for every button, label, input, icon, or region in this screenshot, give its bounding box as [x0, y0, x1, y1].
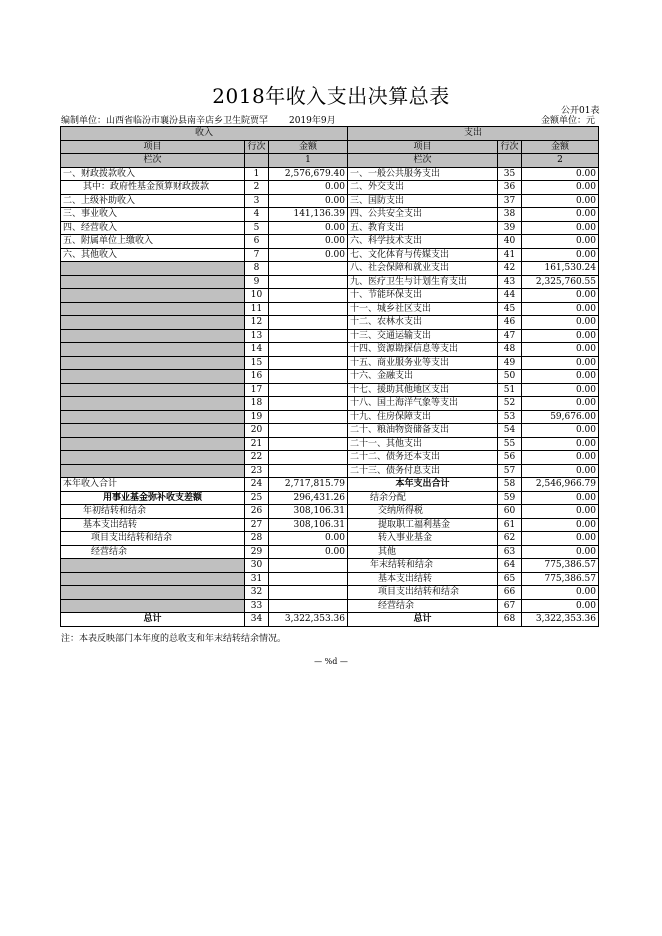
expense-row-no: 38 — [498, 208, 522, 222]
income-row-no: 32 — [245, 586, 269, 600]
expense-amount: 0.00 — [522, 329, 599, 343]
expense-item: 交纳所得税 — [348, 505, 498, 519]
income-item — [61, 424, 245, 438]
income-item: 六、其他收入 — [61, 248, 245, 262]
expense-amount: 0.00 — [522, 586, 599, 600]
income-item — [61, 343, 245, 357]
expense-amount: 0.00 — [522, 316, 599, 330]
income-row-no: 5 — [245, 221, 269, 235]
expense-item-header: 项目 — [348, 140, 498, 154]
expense-item: 十九、住房保障支出 — [348, 410, 498, 424]
income-amount — [269, 424, 348, 438]
expense-item: 经营结余 — [348, 599, 498, 613]
expense-item: 十四、资源勘探信息等支出 — [348, 343, 498, 357]
expense-item: 四、公共安全支出 — [348, 208, 498, 222]
page-footer: — %d — — [314, 657, 348, 666]
income-row-no: 31 — [245, 572, 269, 586]
expense-row-no: 59 — [498, 491, 522, 505]
income-column-label: 栏次 — [61, 154, 245, 168]
table-row — [61, 316, 599, 330]
table-row — [61, 194, 599, 208]
expense-row-no: 54 — [498, 424, 522, 438]
expense-row-no: 55 — [498, 437, 522, 451]
table-row — [61, 518, 599, 532]
income-row-no: 18 — [245, 397, 269, 411]
income-column-number: 1 — [269, 154, 348, 168]
expense-row-no: 64 — [498, 559, 522, 573]
expense-amount: 0.00 — [522, 437, 599, 451]
income-row-no: 3 — [245, 194, 269, 208]
income-amount: 296,431.26 — [269, 491, 348, 505]
income-item — [61, 262, 245, 276]
income-item: 其中：政府性基金预算财政拨款 — [61, 181, 245, 195]
income-item — [61, 599, 245, 613]
expense-item: 二十二、债务还本支出 — [348, 451, 498, 465]
income-amount: 0.00 — [269, 532, 348, 546]
income-row-no: 28 — [245, 532, 269, 546]
income-amount: 308,106.31 — [269, 505, 348, 519]
report-title: 2018年收入支出决算总表 — [212, 84, 450, 108]
expense-item: 十三、交通运输支出 — [348, 329, 498, 343]
expense-amount: 0.00 — [522, 464, 599, 478]
expense-row-no: 65 — [498, 572, 522, 586]
expense-item: 一、一般公共服务支出 — [348, 167, 498, 181]
table-row — [61, 275, 599, 289]
income-row-no: 29 — [245, 545, 269, 559]
expense-amount: 0.00 — [522, 167, 599, 181]
expense-row-no: 68 — [498, 613, 522, 627]
table-row — [61, 329, 599, 343]
income-item: 一、财政拨款收入 — [61, 167, 245, 181]
income-amount — [269, 329, 348, 343]
expense-item: 十一、城乡社区支出 — [348, 302, 498, 316]
expense-item: 八、社会保障和就业支出 — [348, 262, 498, 276]
income-amount: 3,322,353.36 — [269, 613, 348, 627]
income-amount — [269, 572, 348, 586]
expense-amount: 0.00 — [522, 248, 599, 262]
expense-row-no: 43 — [498, 275, 522, 289]
expense-amount: 0.00 — [522, 194, 599, 208]
expense-column-blank — [498, 154, 522, 168]
income-item — [61, 329, 245, 343]
table-row — [61, 397, 599, 411]
table-row — [61, 505, 599, 519]
income-item — [61, 572, 245, 586]
income-item: 用事业基金弥补收支差额 — [61, 491, 245, 505]
income-item — [61, 397, 245, 411]
expense-amount: 0.00 — [522, 370, 599, 384]
income-amount: 0.00 — [269, 545, 348, 559]
income-amount: 2,576,679.40 — [269, 167, 348, 181]
expense-row-no: 39 — [498, 221, 522, 235]
expense-item: 总计 — [348, 613, 498, 627]
income-amount — [269, 316, 348, 330]
income-row-no: 1 — [245, 167, 269, 181]
expense-amount: 0.00 — [522, 208, 599, 222]
income-amount-header: 金额 — [269, 140, 348, 154]
expense-amount: 0.00 — [522, 397, 599, 411]
income-amount — [269, 383, 348, 397]
table-row — [61, 262, 599, 276]
expense-row-no: 41 — [498, 248, 522, 262]
table-row — [61, 289, 599, 303]
income-row-no: 12 — [245, 316, 269, 330]
income-row-no: 11 — [245, 302, 269, 316]
income-amount — [269, 599, 348, 613]
table-row — [61, 532, 599, 546]
income-row-no: 27 — [245, 518, 269, 532]
expense-amount: 0.00 — [522, 302, 599, 316]
expense-column-number: 2 — [522, 154, 599, 168]
expense-row-no: 58 — [498, 478, 522, 492]
expense-item: 其他 — [348, 545, 498, 559]
income-amount — [269, 289, 348, 303]
income-item: 项目支出结转和结余 — [61, 532, 245, 546]
income-row-no: 26 — [245, 505, 269, 519]
income-amount: 0.00 — [269, 235, 348, 249]
table-row — [61, 370, 599, 384]
table-row — [61, 599, 599, 613]
expense-item: 十二、农林水支出 — [348, 316, 498, 330]
expense-amount: 0.00 — [522, 424, 599, 438]
income-amount — [269, 437, 348, 451]
expense-item: 十七、援助其他地区支出 — [348, 383, 498, 397]
table-row — [61, 410, 599, 424]
expense-amount: 0.00 — [522, 289, 599, 303]
expense-amount: 0.00 — [522, 491, 599, 505]
expense-amount-header: 金额 — [522, 140, 599, 154]
expense-amount: 0.00 — [522, 599, 599, 613]
expense-amount: 0.00 — [522, 356, 599, 370]
income-item: 总计 — [61, 613, 245, 627]
expense-row-no: 56 — [498, 451, 522, 465]
expense-item: 项目支出结转和结余 — [348, 586, 498, 600]
expense-row-no: 51 — [498, 383, 522, 397]
table-row — [61, 613, 599, 627]
expense-amount: 0.00 — [522, 235, 599, 249]
table-row — [61, 208, 599, 222]
income-row-no: 20 — [245, 424, 269, 438]
expense-row-no: 62 — [498, 532, 522, 546]
expense-amount: 0.00 — [522, 532, 599, 546]
income-item — [61, 316, 245, 330]
expense-item: 七、文化体育与传媒支出 — [348, 248, 498, 262]
table-row — [61, 221, 599, 235]
expense-row-no: 36 — [498, 181, 522, 195]
income-amount — [269, 356, 348, 370]
income-row-no: 4 — [245, 208, 269, 222]
expense-item: 十八、国土海洋气象等支出 — [348, 397, 498, 411]
expense-row-no: 63 — [498, 545, 522, 559]
table-row — [61, 478, 599, 492]
income-item — [61, 586, 245, 600]
expense-row-no: 53 — [498, 410, 522, 424]
income-row-no: 6 — [245, 235, 269, 249]
table-row — [61, 464, 599, 478]
income-header: 收入 — [61, 127, 348, 141]
expense-amount: 161,530.24 — [522, 262, 599, 276]
expense-amount: 3,322,353.36 — [522, 613, 599, 627]
income-item — [61, 559, 245, 573]
expense-amount: 0.00 — [522, 545, 599, 559]
income-item: 三、事业收入 — [61, 208, 245, 222]
table-row — [61, 235, 599, 249]
income-amount: 308,106.31 — [269, 518, 348, 532]
income-rowno-header: 行次 — [245, 140, 269, 154]
income-row-no: 10 — [245, 289, 269, 303]
income-item — [61, 302, 245, 316]
income-row-no: 23 — [245, 464, 269, 478]
income-row-no: 22 — [245, 451, 269, 465]
expense-item: 二、外交支出 — [348, 181, 498, 195]
income-item — [61, 451, 245, 465]
expense-amount: 0.00 — [522, 505, 599, 519]
expense-row-no: 35 — [498, 167, 522, 181]
expense-column-label: 栏次 — [348, 154, 498, 168]
expense-item: 十、节能环保支出 — [348, 289, 498, 303]
expense-row-no: 42 — [498, 262, 522, 276]
income-row-no: 16 — [245, 370, 269, 384]
income-row-no: 8 — [245, 262, 269, 276]
income-row-no: 30 — [245, 559, 269, 573]
income-amount: 0.00 — [269, 181, 348, 195]
expense-header: 支出 — [348, 127, 599, 141]
table-row — [61, 383, 599, 397]
expense-rowno-header: 行次 — [498, 140, 522, 154]
table-row — [61, 559, 599, 573]
expense-amount: 0.00 — [522, 451, 599, 465]
expense-row-no: 44 — [498, 289, 522, 303]
expense-item: 基本支出结转 — [348, 572, 498, 586]
table-row — [61, 302, 599, 316]
expense-item: 二十三、债务付息支出 — [348, 464, 498, 478]
table-row — [61, 491, 599, 505]
expense-row-no: 61 — [498, 518, 522, 532]
expense-item: 十六、金融支出 — [348, 370, 498, 384]
income-amount: 0.00 — [269, 194, 348, 208]
income-item — [61, 383, 245, 397]
table-row — [61, 437, 599, 451]
expense-item: 二十一、其他支出 — [348, 437, 498, 451]
expense-amount: 775,386.57 — [522, 572, 599, 586]
expense-row-no: 46 — [498, 316, 522, 330]
expense-amount: 2,325,760.55 — [522, 275, 599, 289]
expense-row-no: 67 — [498, 599, 522, 613]
income-item-header: 项目 — [61, 140, 245, 154]
expense-row-no: 45 — [498, 302, 522, 316]
income-item: 经营结余 — [61, 545, 245, 559]
table-row — [61, 424, 599, 438]
income-row-no: 14 — [245, 343, 269, 357]
income-item: 二、上级补助收入 — [61, 194, 245, 208]
table-row — [61, 356, 599, 370]
income-amount: 141,136.39 — [269, 208, 348, 222]
expense-item: 结余分配 — [348, 491, 498, 505]
table-row — [61, 181, 599, 195]
expense-row-no: 60 — [498, 505, 522, 519]
income-amount — [269, 275, 348, 289]
expense-row-no: 48 — [498, 343, 522, 357]
income-amount — [269, 262, 348, 276]
income-amount: 2,717,815.79 — [269, 478, 348, 492]
income-row-no: 13 — [245, 329, 269, 343]
income-row-no: 2 — [245, 181, 269, 195]
income-item: 基本支出结转 — [61, 518, 245, 532]
expense-item: 转入事业基金 — [348, 532, 498, 546]
income-amount — [269, 370, 348, 384]
income-item: 四、经营收入 — [61, 221, 245, 235]
expense-amount: 0.00 — [522, 181, 599, 195]
income-column-blank — [245, 154, 269, 168]
income-amount: 0.00 — [269, 248, 348, 262]
expense-amount: 0.00 — [522, 383, 599, 397]
expense-amount: 0.00 — [522, 343, 599, 357]
income-amount — [269, 559, 348, 573]
amount-unit: 金额单位：元 — [541, 116, 596, 126]
income-item — [61, 410, 245, 424]
expense-row-no: 52 — [498, 397, 522, 411]
income-row-no: 17 — [245, 383, 269, 397]
expense-row-no: 57 — [498, 464, 522, 478]
expense-row-no: 37 — [498, 194, 522, 208]
income-row-no: 24 — [245, 478, 269, 492]
income-item: 本年收入合计 — [61, 478, 245, 492]
table-row — [61, 572, 599, 586]
expense-item: 三、国防支出 — [348, 194, 498, 208]
expense-item: 九、医疗卫生与计划生育支出 — [348, 275, 498, 289]
income-item: 五、附属单位上缴收入 — [61, 235, 245, 249]
table-row — [61, 167, 599, 181]
expense-item: 提取职工福利基金 — [348, 518, 498, 532]
income-row-no: 7 — [245, 248, 269, 262]
income-item — [61, 356, 245, 370]
expense-row-no: 50 — [498, 370, 522, 384]
expense-item: 十五、商业服务业等支出 — [348, 356, 498, 370]
income-item — [61, 275, 245, 289]
expense-amount: 0.00 — [522, 518, 599, 532]
income-amount — [269, 302, 348, 316]
income-row-no: 15 — [245, 356, 269, 370]
table-row — [61, 451, 599, 465]
expense-amount: 775,386.57 — [522, 559, 599, 573]
income-item — [61, 464, 245, 478]
income-item: 年初结转和结余 — [61, 505, 245, 519]
expense-item: 二十、粮油物资储备支出 — [348, 424, 498, 438]
income-amount — [269, 343, 348, 357]
report-period: 2019年9月 — [289, 116, 336, 126]
income-amount — [269, 586, 348, 600]
compiling-unit: 编制单位：山西省临汾市襄汾县南辛店乡卫生院贾罕 — [61, 116, 269, 126]
table-row — [61, 343, 599, 357]
income-item — [61, 437, 245, 451]
form-code: 公开01表 — [561, 106, 600, 116]
income-item — [61, 370, 245, 384]
expense-row-no: 40 — [498, 235, 522, 249]
expense-amount: 59,676.00 — [522, 410, 599, 424]
expense-item: 本年支出合计 — [348, 478, 498, 492]
income-row-no: 9 — [245, 275, 269, 289]
income-amount — [269, 410, 348, 424]
expense-item: 五、教育支出 — [348, 221, 498, 235]
expense-amount: 0.00 — [522, 221, 599, 235]
income-item — [61, 289, 245, 303]
income-row-no: 21 — [245, 437, 269, 451]
table-row — [61, 586, 599, 600]
income-expense-table — [60, 126, 599, 627]
table-row — [61, 248, 599, 262]
table-row — [61, 545, 599, 559]
income-amount — [269, 397, 348, 411]
income-amount: 0.00 — [269, 221, 348, 235]
expense-row-no: 66 — [498, 586, 522, 600]
expense-row-no: 49 — [498, 356, 522, 370]
income-amount — [269, 464, 348, 478]
table-note: 注：本表反映部门本年度的总收支和年末结转结余情况。 — [61, 634, 287, 644]
income-row-no: 33 — [245, 599, 269, 613]
income-row-no: 34 — [245, 613, 269, 627]
expense-item: 年末结转和结余 — [348, 559, 498, 573]
expense-amount: 2,546,966.79 — [522, 478, 599, 492]
income-row-no: 19 — [245, 410, 269, 424]
income-row-no: 25 — [245, 491, 269, 505]
income-amount — [269, 451, 348, 465]
expense-item: 六、科学技术支出 — [348, 235, 498, 249]
expense-row-no: 47 — [498, 329, 522, 343]
